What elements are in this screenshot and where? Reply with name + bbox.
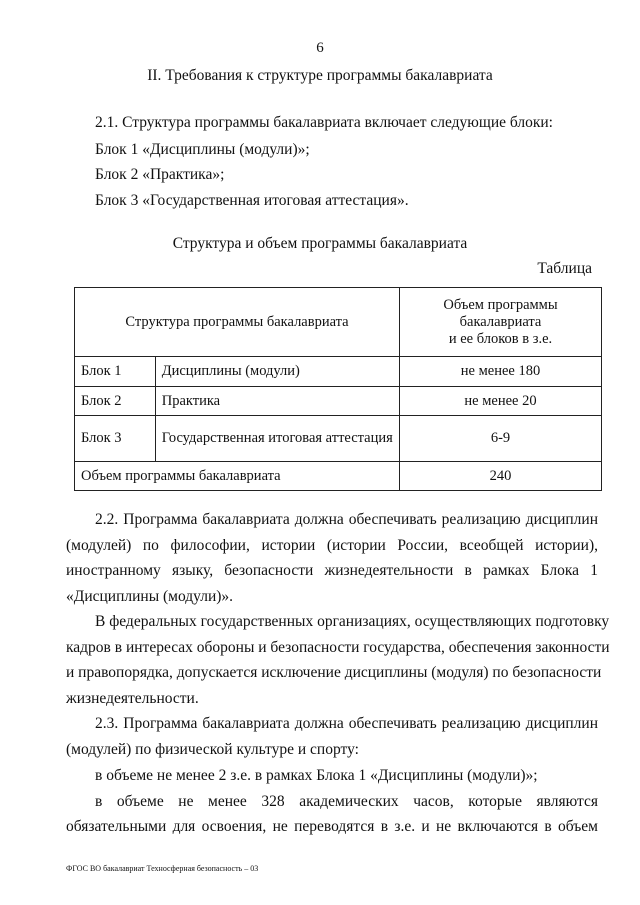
cell-block: Блок 1 (75, 357, 156, 387)
table-row (75, 387, 602, 416)
cell-total-value: 240 (400, 462, 602, 491)
cell-block: Блок 2 (75, 387, 156, 416)
header-volume-line: Объем программы (443, 296, 558, 313)
paragraph-2-2-line: иностранному языку, безопасности жизнедеятельности в рамках Блока 1 (66, 562, 598, 579)
paragraph-2-3-line: 2.3. Программа бакалавриата должна обеспечивать реализацию дисциплин (95, 715, 598, 732)
paragraph-328-line: в объеме не менее 328 академических часов, которые являются (95, 793, 598, 810)
table-row (75, 416, 602, 462)
block-list-item: Блок 3 «Государственная итоговая аттестация». (95, 192, 409, 209)
document-footer: ФГОС ВО бакалавриат Техносферная безопасность – 03 (66, 864, 259, 873)
header-volume (400, 288, 602, 357)
paragraph-federal-line: кадров в интересах обороны и безопасности государства, обеспечения законности (66, 639, 610, 656)
table-label: Таблица (537, 260, 592, 277)
cell-volume: не менее 20 (400, 387, 602, 416)
header-volume-line: бакалавриата (459, 313, 542, 330)
block-list-item: Блок 1 «Дисциплины (модули)»; (95, 141, 310, 158)
page-number: 6 (316, 40, 324, 56)
cell-name: Государственная итоговая аттестация (155, 416, 399, 462)
paragraph-2-2-line: (модулей) по философии, истории (истории России, всеобщей истории), (66, 537, 598, 554)
paragraph-2-2-line: 2.2. Программа бакалавриата должна обеспечивать реализацию дисциплин (95, 511, 598, 528)
paragraph-2-2-line: «Дисциплины (модули)». (66, 588, 234, 605)
section-title: II. Требования к структуре программы бакалавриата (147, 67, 493, 84)
header-volume-line: и ее блоков в з.е. (448, 330, 553, 347)
structure-table (74, 287, 602, 491)
paragraph-328-line: обязательными для освоения, не переводятся в з.е. и не включаются в объем (66, 818, 598, 835)
paragraph-federal-line: В федеральных государственных организациях, осуществляющих подготовку (95, 613, 610, 630)
block-list-item: Блок 2 «Практика»; (95, 166, 225, 183)
paragraph-federal-line: жизнедеятельности. (66, 690, 199, 707)
table-row (75, 357, 602, 387)
header-structure: Структура программы бакалавриата (75, 288, 400, 357)
table-caption: Структура и объем программы бакалавриата (172, 235, 468, 252)
paragraph-2-3-line: (модулей) по физической культуре и спорту: (66, 741, 359, 758)
cell-volume: 6-9 (400, 416, 602, 462)
paragraph-2-1: 2.1. Структура программы бакалавриата включает следующие блоки: (95, 114, 553, 131)
cell-total-label: Объем программы бакалавриата (75, 462, 400, 491)
cell-name: Дисциплины (модули) (155, 357, 399, 387)
paragraph-volume-2ze: в объеме не менее 2 з.е. в рамках Блока 1 «Дисциплины (модули)»; (95, 767, 538, 784)
cell-block: Блок 3 (75, 416, 156, 462)
paragraph-federal-line: и правопорядка, допускается исключение дисциплины (модуля) по безопасности (66, 664, 602, 681)
cell-volume: не менее 180 (400, 357, 602, 387)
cell-name: Практика (155, 387, 399, 416)
table-total-row (75, 462, 602, 491)
table-header-row (75, 288, 602, 357)
